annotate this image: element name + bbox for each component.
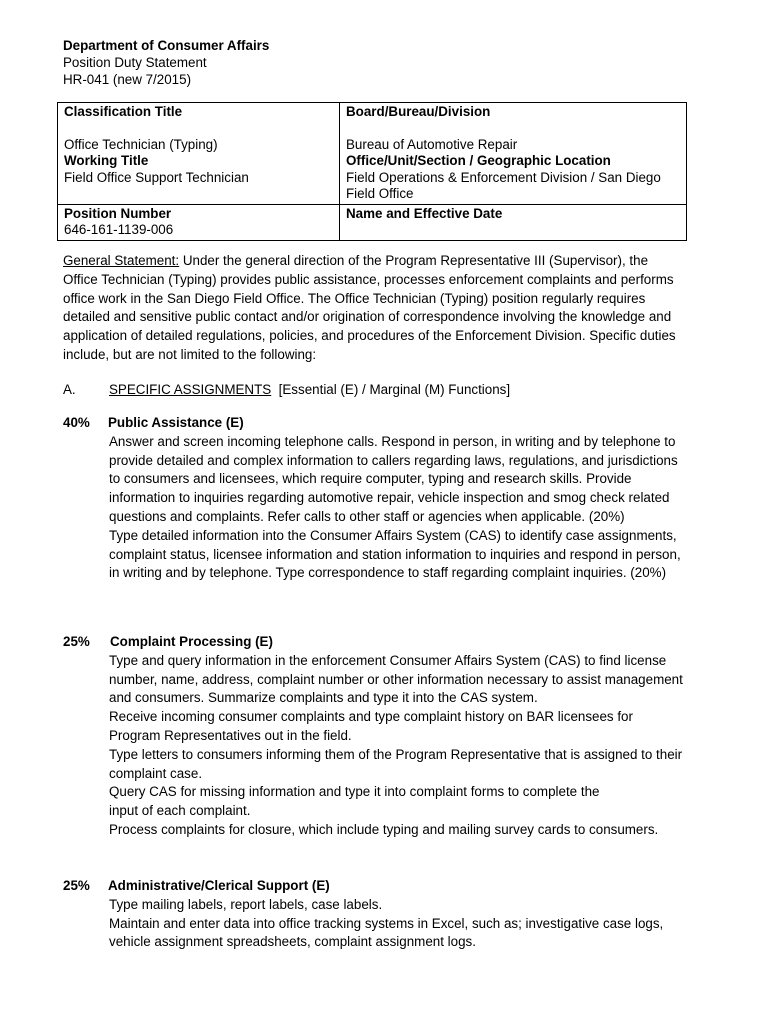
position-number-label: Position Number [64, 205, 172, 221]
office-value: Field Operations & Enforcement Division / San Diego Field Office [346, 169, 661, 201]
form-id: HR-041 (new 7/2015) [63, 72, 192, 87]
working-title-value: Field Office Support Technician [64, 169, 249, 185]
duty-heading [63, 414, 683, 433]
duty-percent: 25% [63, 878, 90, 893]
position-number-cell [58, 204, 340, 240]
general-statement [63, 252, 683, 365]
duty-percent: 25% [63, 634, 90, 649]
duty-paragraph: Type detailed information into the Consumer Affairs System (CAS) to identify case assignments, complaint status, licensee information and station information to inquiries and respond in person, in writing and by telephone. Type correspondence to staff regarding complaint inquiries. (20%) [109, 527, 681, 581]
duty-heading [63, 877, 683, 896]
general-statement-text: Under the general direction of the Program Representative III (Supervisor), the Office Technician (Typing) provides public assistance, processes enforcement complaints and performs office work in the San Diego Field Office. The Office Technician (Typing) position regularly requires detailed and sensitive public contact and/or origination of correspondence involving the knowledge and application of detailed regulations, policies, and procedures of the Enforcement Division. Specific duties include, but are not limited to the following: [63, 253, 676, 362]
duty-public-assistance [63, 414, 683, 583]
duty-paragraph: Type letters to consumers informing them of the Program Representative that is assigned to their complaint case. [109, 746, 683, 781]
duty-title: Complaint Processing (E) [110, 634, 273, 649]
table-row [58, 103, 687, 205]
duty-paragraph: Receive incoming consumer complaints and type complaint history on BAR licensees for Program Representatives out in the field. [109, 709, 633, 743]
duty-heading [63, 633, 683, 652]
department-name: Department of Consumer Affairs [63, 38, 270, 53]
section-title: SPECIFIC ASSIGNMENTS [109, 382, 272, 397]
document-header [63, 37, 269, 88]
duty-complaint-processing [63, 633, 683, 840]
board-value: Bureau of Automotive Repair [346, 136, 518, 152]
duty-paragraph: Type mailing labels, report labels, case labels. [109, 896, 383, 912]
position-info-table [57, 102, 687, 241]
duty-title: Administrative/Clerical Support (E) [108, 878, 330, 893]
duty-paragraph: Query CAS for missing information and type it into complaint forms to complete the input of each complaint. [109, 784, 600, 819]
duty-administrative-support [63, 877, 683, 952]
duty-percent: 40% [63, 415, 90, 430]
duty-paragraph: Answer and screen incoming telephone calls. Respond in person, in writing and by telephone to provide detailed and complex information to callers regarding laws, regulations, and jurisdictions to consumers and licensees, which require computer, typing and research skills. Provide information to inquiries regarding automotive repair, vehicle inspection and smog check related questions and complaints. Refer calls to other staff or agencies when applicable. (20%) [109, 433, 678, 524]
section-a-heading [63, 381, 510, 400]
name-date-cell [340, 204, 687, 240]
working-title-label: Working Title [64, 153, 149, 168]
board-cell [340, 103, 687, 205]
classification-cell [58, 103, 340, 205]
office-label: Office/Unit/Section / Geographic Location [346, 153, 611, 168]
duty-paragraph: Type and query information in the enforcement Consumer Affairs System (CAS) to find license number, name, address, complaint number or other information necessary to assist management and consumers. Summarize complaints and type it into the CAS system. [109, 652, 683, 706]
section-subtitle: [Essential (E) / Marginal (M) Functions] [271, 382, 511, 397]
duty-paragraph: Process complaints for closure, which include typing and mailing survey cards to consumers. [109, 821, 659, 837]
duty-title: Public Assistance (E) [108, 415, 244, 430]
board-label: Board/Bureau/Division [346, 104, 491, 119]
document-title: Position Duty Statement [63, 55, 207, 70]
table-row [58, 204, 687, 240]
position-number-value: 646-161-1139-006 [64, 222, 174, 237]
general-statement-label: General Statement: [63, 253, 180, 268]
classification-value: Office Technician (Typing) [64, 136, 218, 152]
classification-label: Classification Title [64, 104, 183, 119]
section-letter: A. [63, 382, 76, 397]
name-date-label: Name and Effective Date [346, 205, 503, 221]
duty-paragraph: Maintain and enter data into office tracking systems in Excel, such as; investigative case logs, vehicle assignment spreadsheets, complaint assignment logs. [109, 915, 664, 950]
